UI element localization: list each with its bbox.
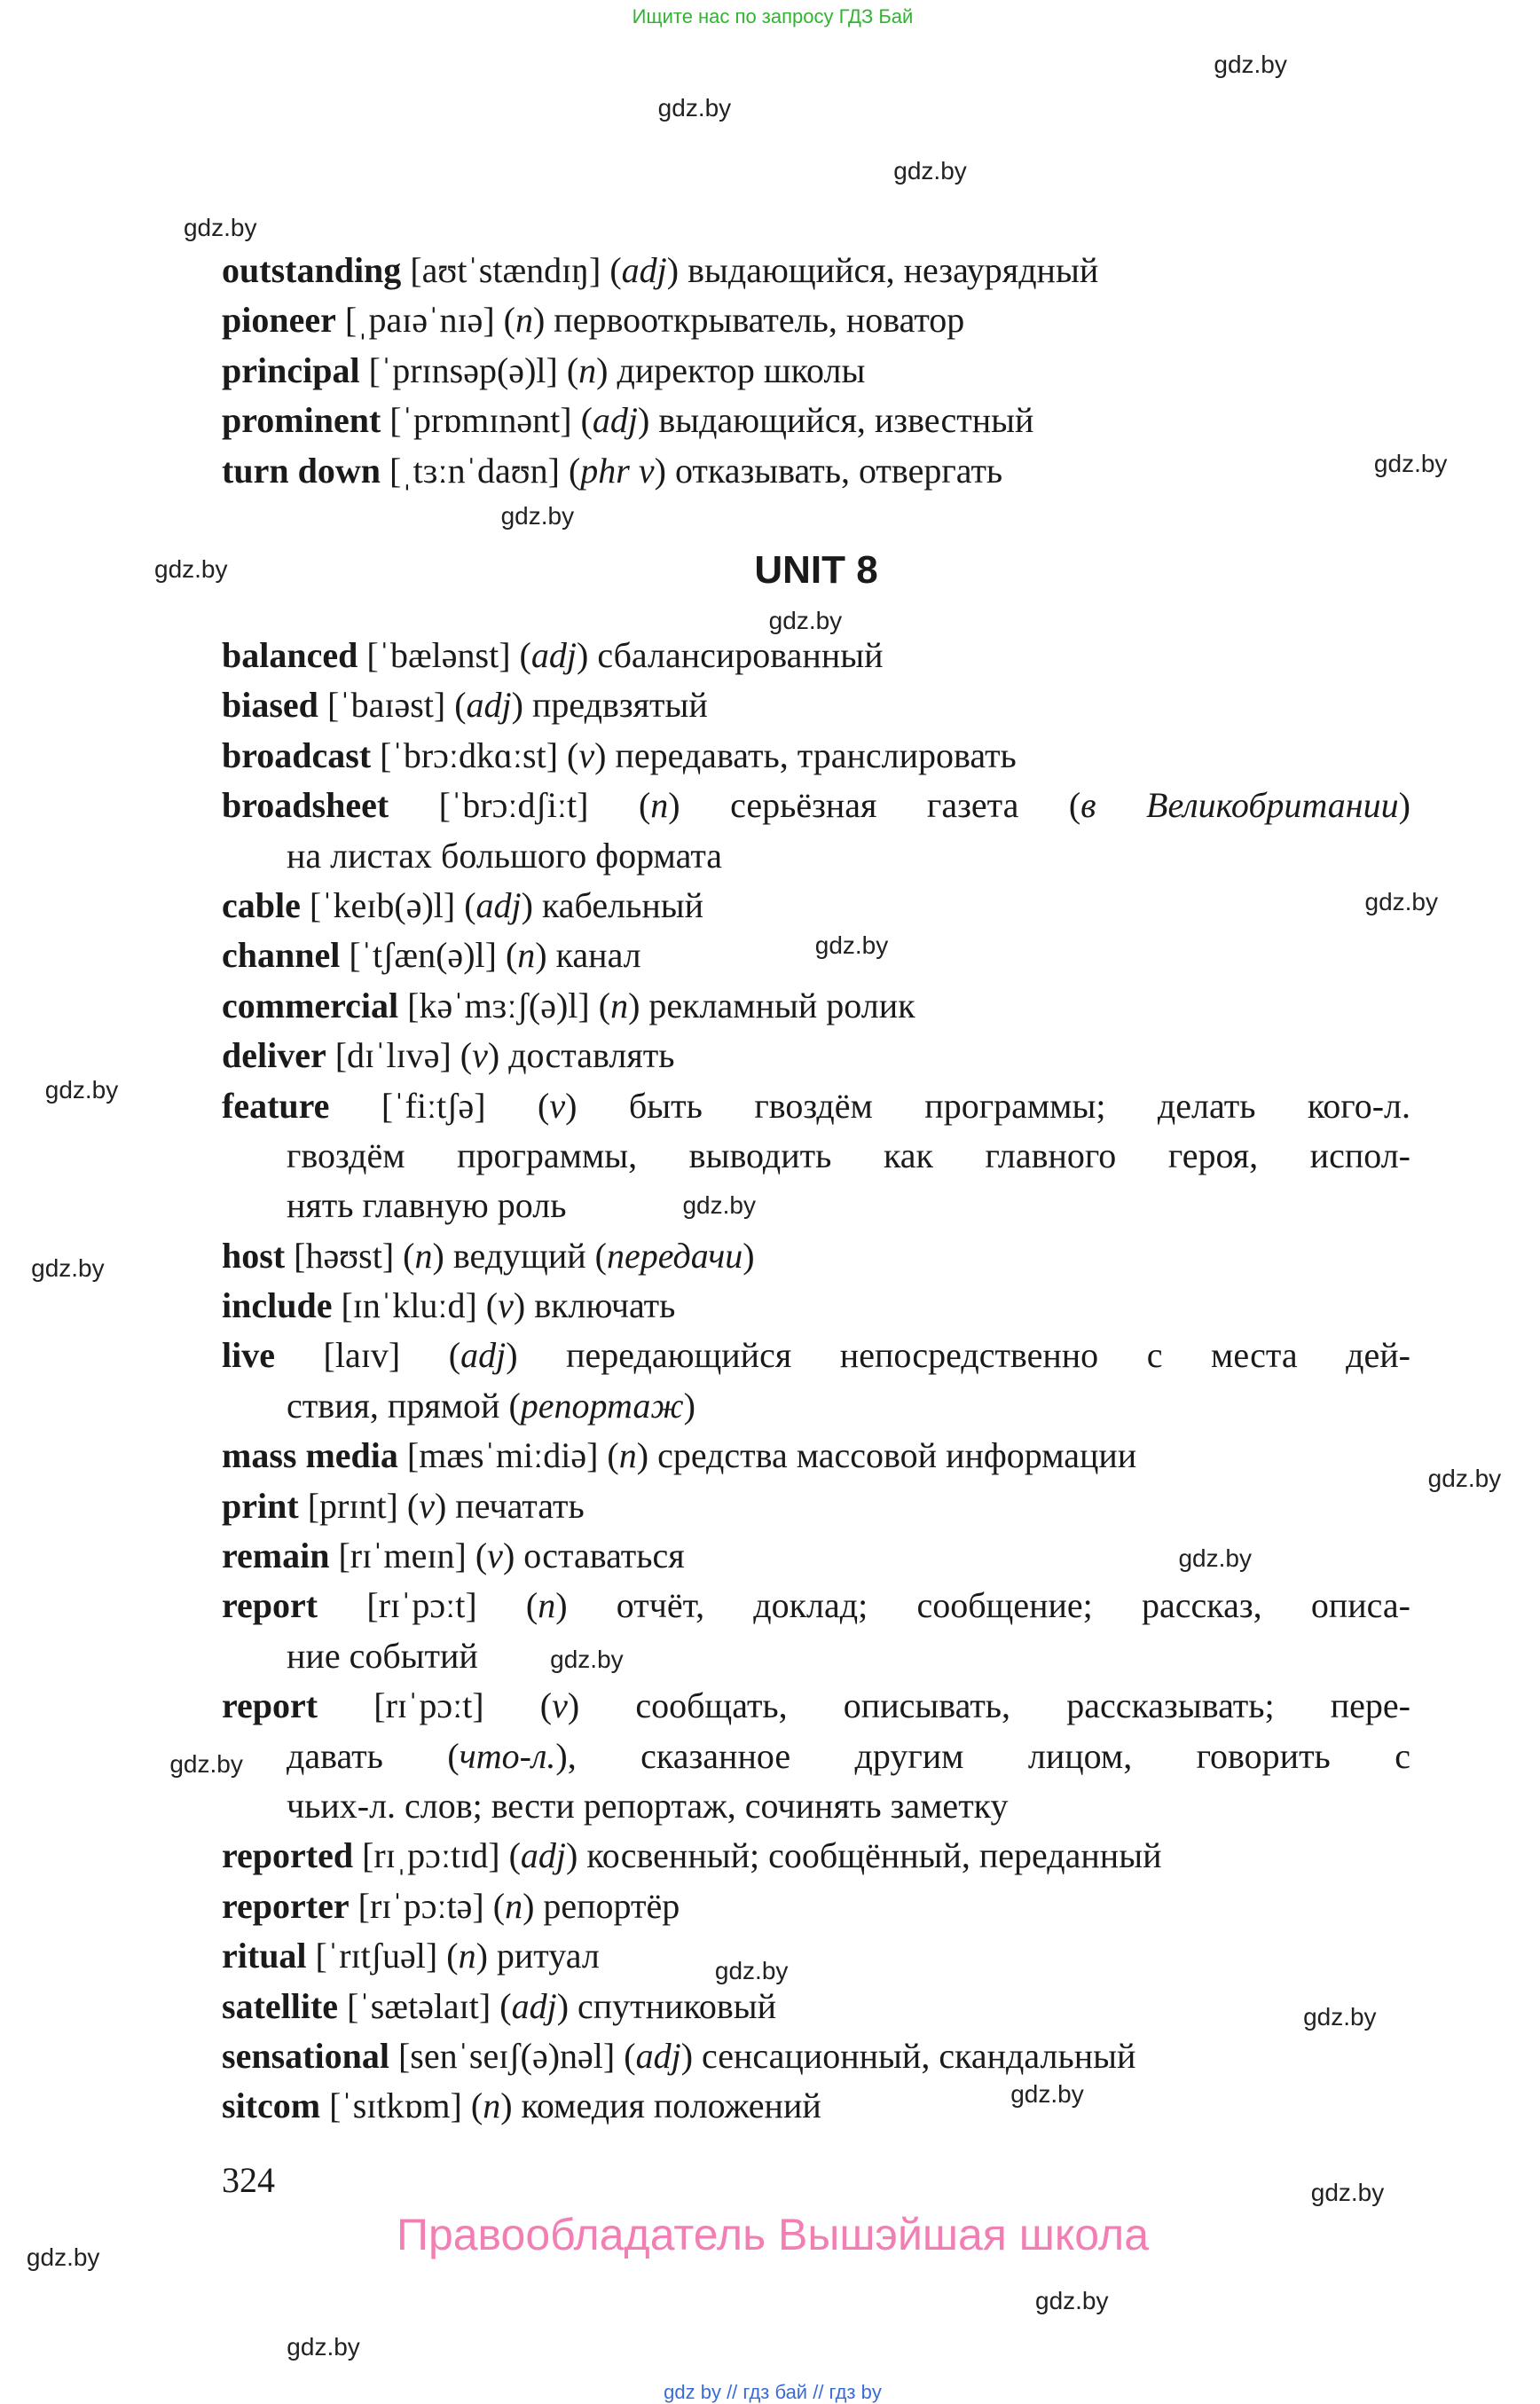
headword: outstanding <box>222 250 402 290</box>
entry-text: [ˌtɜːnˈdaʊn] ( <box>380 450 581 491</box>
vocab-entry <box>222 1431 1410 1481</box>
italic-note: adj <box>635 2035 681 2076</box>
entry-text: ) быть гвоздём программы; делать кого-л. <box>565 1085 1410 1126</box>
headword: cable <box>222 884 301 925</box>
vocab-entry <box>222 1281 1410 1331</box>
headword: report <box>222 1685 318 1726</box>
entry-text: [dɪˈlɪvə] ( <box>326 1035 473 1076</box>
entry-text: [prɪnt] ( <box>298 1485 420 1526</box>
headword: biased <box>222 685 318 726</box>
vocab-entry <box>222 881 1410 931</box>
vocab-entry-continuation <box>222 1131 1410 1181</box>
entry-text: ) сенсационный, скандальный <box>680 2035 1136 2076</box>
entry-text: ) средства массовой информации <box>636 1435 1137 1476</box>
italic-note: v <box>498 1285 514 1326</box>
headword: print <box>222 1485 299 1526</box>
italic-note: v <box>487 1536 503 1576</box>
italic-note: adj <box>592 400 639 441</box>
entry-text: чьих-л. слов; вести репортаж, сочинять заметку <box>287 1785 1009 1826</box>
watermark: gdz.by <box>1303 2003 1377 2031</box>
watermark: gdz.by <box>814 931 889 959</box>
top-banner: Ищите нас по запросу ГДЗ Бай <box>632 5 914 27</box>
entry-text: ), сказанное другим лицом, говорить с <box>555 1735 1410 1776</box>
italic-note: n <box>483 2086 501 2126</box>
watermark: gdz.by <box>768 606 843 634</box>
italic-note: n <box>618 1435 637 1476</box>
vocab-entry <box>222 1231 1410 1281</box>
headword: live <box>222 1335 275 1376</box>
italic-note: в Великобритании <box>1080 785 1399 826</box>
headword: broadcast <box>222 735 372 775</box>
entry-text: ) рекламный ролик <box>628 985 915 1025</box>
entry-text: ствия, прямой ( <box>287 1385 521 1426</box>
entry-text: [senˈseɪʃ(ə)nəl] ( <box>389 2035 636 2076</box>
watermark: gdz.by <box>1427 1464 1502 1492</box>
entry-text: [ˈsætəlaɪt] ( <box>338 1985 512 2026</box>
vocab-entry <box>222 446 1410 496</box>
watermark: gdz.by <box>1010 2079 1084 2108</box>
headword: deliver <box>222 1035 326 1076</box>
italic-note: n <box>458 1936 476 1976</box>
vocab-entry-continuation <box>222 1381 1410 1431</box>
vocab-entry-continuation <box>222 1631 1410 1681</box>
watermark: gdz.by <box>893 156 967 185</box>
italic-note: n <box>650 785 669 826</box>
entry-text: ) кабельный <box>521 884 704 925</box>
vocab-entry <box>222 1481 1410 1531</box>
entry-text: [ˈkeɪb(ə)l] ( <box>300 884 476 925</box>
italic-note: n <box>578 350 597 390</box>
vocab-entry <box>222 346 1410 396</box>
headword: ritual <box>222 1936 307 1976</box>
headword: report <box>222 1585 318 1626</box>
watermark: gdz.by <box>500 501 575 530</box>
headword: remain <box>222 1536 330 1576</box>
entry-text: ) <box>742 1235 755 1276</box>
italic-note: adj <box>530 635 577 675</box>
watermark: gdz.by <box>287 2332 360 2361</box>
entry-text: ) включать <box>513 1285 676 1326</box>
entry-text: ) выдающийся, незаурядный <box>666 250 1099 290</box>
page-number: 324 <box>222 2160 275 2200</box>
headword: sensational <box>222 2035 389 2076</box>
entry-text: ) предвзятый <box>511 685 708 726</box>
entry-text: [rɪˈpɔːtə] ( <box>349 1885 506 1926</box>
watermark: gdz.by <box>44 1076 119 1104</box>
rights-holder: Правообладатель Вышэйшая школа <box>397 2210 1149 2259</box>
headword: reported <box>222 1835 354 1876</box>
footer-links: gdz by // гдз бай // гдз by <box>664 2381 882 2403</box>
entry-text: ) серьёзная газета ( <box>668 785 1081 826</box>
headword: channel <box>222 935 341 976</box>
entry-text: ) первооткрыватель, новатор <box>532 300 965 341</box>
entry-text: ) сбалансированный <box>577 635 884 675</box>
vocab-entry-continuation <box>222 1181 1410 1230</box>
vocab-entry <box>222 246 1410 295</box>
italic-note: adj <box>520 1835 567 1876</box>
italic-note: v <box>472 1035 488 1076</box>
watermark: gdz.by <box>1214 50 1287 78</box>
vocab-entry <box>222 2081 1410 2131</box>
entry-text: ) спутниковый <box>556 1985 777 2026</box>
vocab-entry <box>222 1931 1410 1981</box>
vocab-entry <box>222 1081 1410 1131</box>
watermark: gdz.by <box>154 555 228 584</box>
watermark: gdz.by <box>550 1646 624 1674</box>
vocab-entry <box>222 1831 1410 1881</box>
unit-heading: UNIT 8 <box>754 548 878 592</box>
entry-text: [laɪv] ( <box>274 1335 461 1376</box>
entry-text: ) отчёт, доклад; сообщение; рассказ, описа- <box>555 1585 1410 1626</box>
entry-text: нять главную роль <box>287 1185 567 1226</box>
vocab-entry <box>222 1681 1410 1731</box>
entry-text: ) печатать <box>434 1485 585 1526</box>
headword: sitcom <box>222 2086 321 2126</box>
watermark: gdz.by <box>1364 888 1438 916</box>
vocab-entry <box>222 631 1410 680</box>
vocabulary-section-unit8 <box>222 631 1410 2132</box>
vocab-entry-continuation <box>222 831 1410 881</box>
entry-text: [ˈbælənst] ( <box>358 635 531 675</box>
watermark: gdz.by <box>682 1191 756 1220</box>
italic-note: adj <box>475 884 522 925</box>
vocab-entry <box>222 731 1410 781</box>
entry-text: ) косвенный; сообщённый, переданный <box>566 1835 1162 1876</box>
entry-text: [ˈrɪtʃuəl] ( <box>306 1936 459 1976</box>
italic-note: adj <box>460 1335 507 1376</box>
headword: feature <box>222 1085 330 1126</box>
italic-note: adj <box>621 250 667 290</box>
entry-text: ) директор школы <box>596 350 866 390</box>
vocab-entry <box>222 1581 1410 1630</box>
watermark: gdz.by <box>1373 449 1448 477</box>
headword: host <box>222 1235 286 1276</box>
watermark: gdz.by <box>169 1750 243 1779</box>
italic-note: n <box>414 1235 433 1276</box>
italic-note: n <box>515 300 533 341</box>
italic-note: v <box>552 1685 568 1726</box>
italic-note: adj <box>466 685 512 726</box>
vocab-entry <box>222 1331 1410 1380</box>
watermark: gdz.by <box>183 213 257 241</box>
italic-note: n <box>610 985 629 1025</box>
vocab-entry <box>222 295 1410 345</box>
vocab-entry <box>222 396 1410 445</box>
entry-text: [ˌpaɪəˈnɪə] ( <box>335 300 515 341</box>
entry-text: ) комедия положений <box>500 2086 821 2126</box>
entry-text: ) передающийся непосредственно с места дей- <box>506 1335 1410 1376</box>
vocab-entry <box>222 2031 1410 2081</box>
entry-text: [rɪˈmeɪn] ( <box>329 1536 488 1576</box>
entry-text: [həʊst] ( <box>285 1235 415 1276</box>
entry-text: ) оставаться <box>502 1536 685 1576</box>
italic-note: n <box>538 1585 556 1626</box>
italic-note: adj <box>511 1985 557 2026</box>
entry-text: [aʊtˈstændɪŋ] ( <box>401 250 622 290</box>
headword: principal <box>222 350 360 390</box>
headword: satellite <box>222 1985 339 2026</box>
vocabulary-section-unit7 <box>222 246 1410 496</box>
entry-text: ) передавать, транслировать <box>594 735 1017 775</box>
watermark: gdz.by <box>1178 1544 1252 1572</box>
entry-text: ) репортёр <box>522 1885 680 1926</box>
entry-text: [rɪˌpɔːtɪd] ( <box>353 1835 521 1876</box>
watermark: gdz.by <box>1310 2179 1385 2207</box>
vocab-entry <box>222 1031 1410 1080</box>
entry-text: ) отказывать, отвергать <box>654 450 1003 491</box>
vocab-entry <box>222 1982 1410 2031</box>
entry-text: ) <box>1398 785 1410 826</box>
entry-text: давать ( <box>287 1735 460 1776</box>
italic-note: v <box>419 1485 435 1526</box>
entry-text: [ˈsɪtkɒm] ( <box>320 2086 483 2126</box>
entry-text: [rɪˈpɔːt] ( <box>318 1585 538 1626</box>
watermark: gdz.by <box>26 2243 100 2271</box>
italic-note: репортаж <box>520 1385 684 1426</box>
italic-note: v <box>578 735 595 775</box>
headword: reporter <box>222 1885 350 1926</box>
entry-text: ) ведущий ( <box>432 1235 607 1276</box>
headword: balanced <box>222 635 358 675</box>
entry-text: ) выдающийся, известный <box>638 400 1034 441</box>
entry-text: ) ритуал <box>475 1936 600 1976</box>
entry-text: [kəˈmɜːʃ(ə)l] ( <box>398 985 611 1025</box>
entry-text: [rɪˈpɔːt] ( <box>318 1685 553 1726</box>
headword: include <box>222 1285 333 1326</box>
italic-note: что-л. <box>459 1735 556 1776</box>
entry-text: ) сообщать, описывать, рассказывать; пере- <box>567 1685 1410 1726</box>
watermark: gdz.by <box>657 93 732 122</box>
vocab-entry <box>222 680 1410 730</box>
italic-note: n <box>517 935 536 976</box>
headword: commercial <box>222 985 399 1025</box>
vocab-entry-continuation <box>222 1732 1410 1781</box>
entry-text: на листах большого формата <box>287 835 723 876</box>
entry-text: гвоздём программы, выводить как главного героя, испол- <box>287 1135 1410 1175</box>
entry-text: ) доставлять <box>487 1035 675 1076</box>
entry-text: [ˈbaɪəst] ( <box>318 685 467 726</box>
vocab-entry <box>222 781 1410 830</box>
vocab-entry-continuation <box>222 1781 1410 1831</box>
entry-text: [ˈbrɔːdkɑːst] ( <box>371 735 579 775</box>
vocab-entry <box>222 1531 1410 1581</box>
vocab-entry <box>222 931 1410 980</box>
italic-note: передачи <box>606 1235 743 1276</box>
entry-text: ) канал <box>535 935 641 976</box>
entry-text: [ˈprɪnsəp(ə)l] ( <box>359 350 579 390</box>
headword: mass media <box>222 1435 398 1476</box>
headword: prominent <box>222 400 381 441</box>
headword: turn down <box>222 450 381 491</box>
vocab-entry <box>222 981 1410 1031</box>
entry-text: [mæsˈmiːdiə] ( <box>397 1435 619 1476</box>
italic-note: v <box>549 1085 566 1126</box>
headword: pioneer <box>222 300 336 341</box>
entry-text: [ɪnˈkluːd] ( <box>332 1285 499 1326</box>
watermark: gdz.by <box>1035 2286 1109 2314</box>
entry-text: [ˈfiːtʃə] ( <box>329 1085 550 1126</box>
watermark: gdz.by <box>714 1957 789 1985</box>
entry-text: [ˈbrɔːdʃiːt] ( <box>389 785 651 826</box>
watermark: gdz.by <box>31 1254 105 1283</box>
italic-note: phr v <box>580 450 655 491</box>
entry-text: ) <box>683 1385 695 1426</box>
entry-text: ние событий <box>287 1635 478 1676</box>
headword: broadsheet <box>222 785 389 826</box>
entry-text: [ˈtʃæn(ə)l] ( <box>340 935 518 976</box>
vocab-entry <box>222 1882 1410 1931</box>
entry-text: [ˈprɒmɪnənt] ( <box>381 400 593 441</box>
italic-note: n <box>505 1885 523 1926</box>
